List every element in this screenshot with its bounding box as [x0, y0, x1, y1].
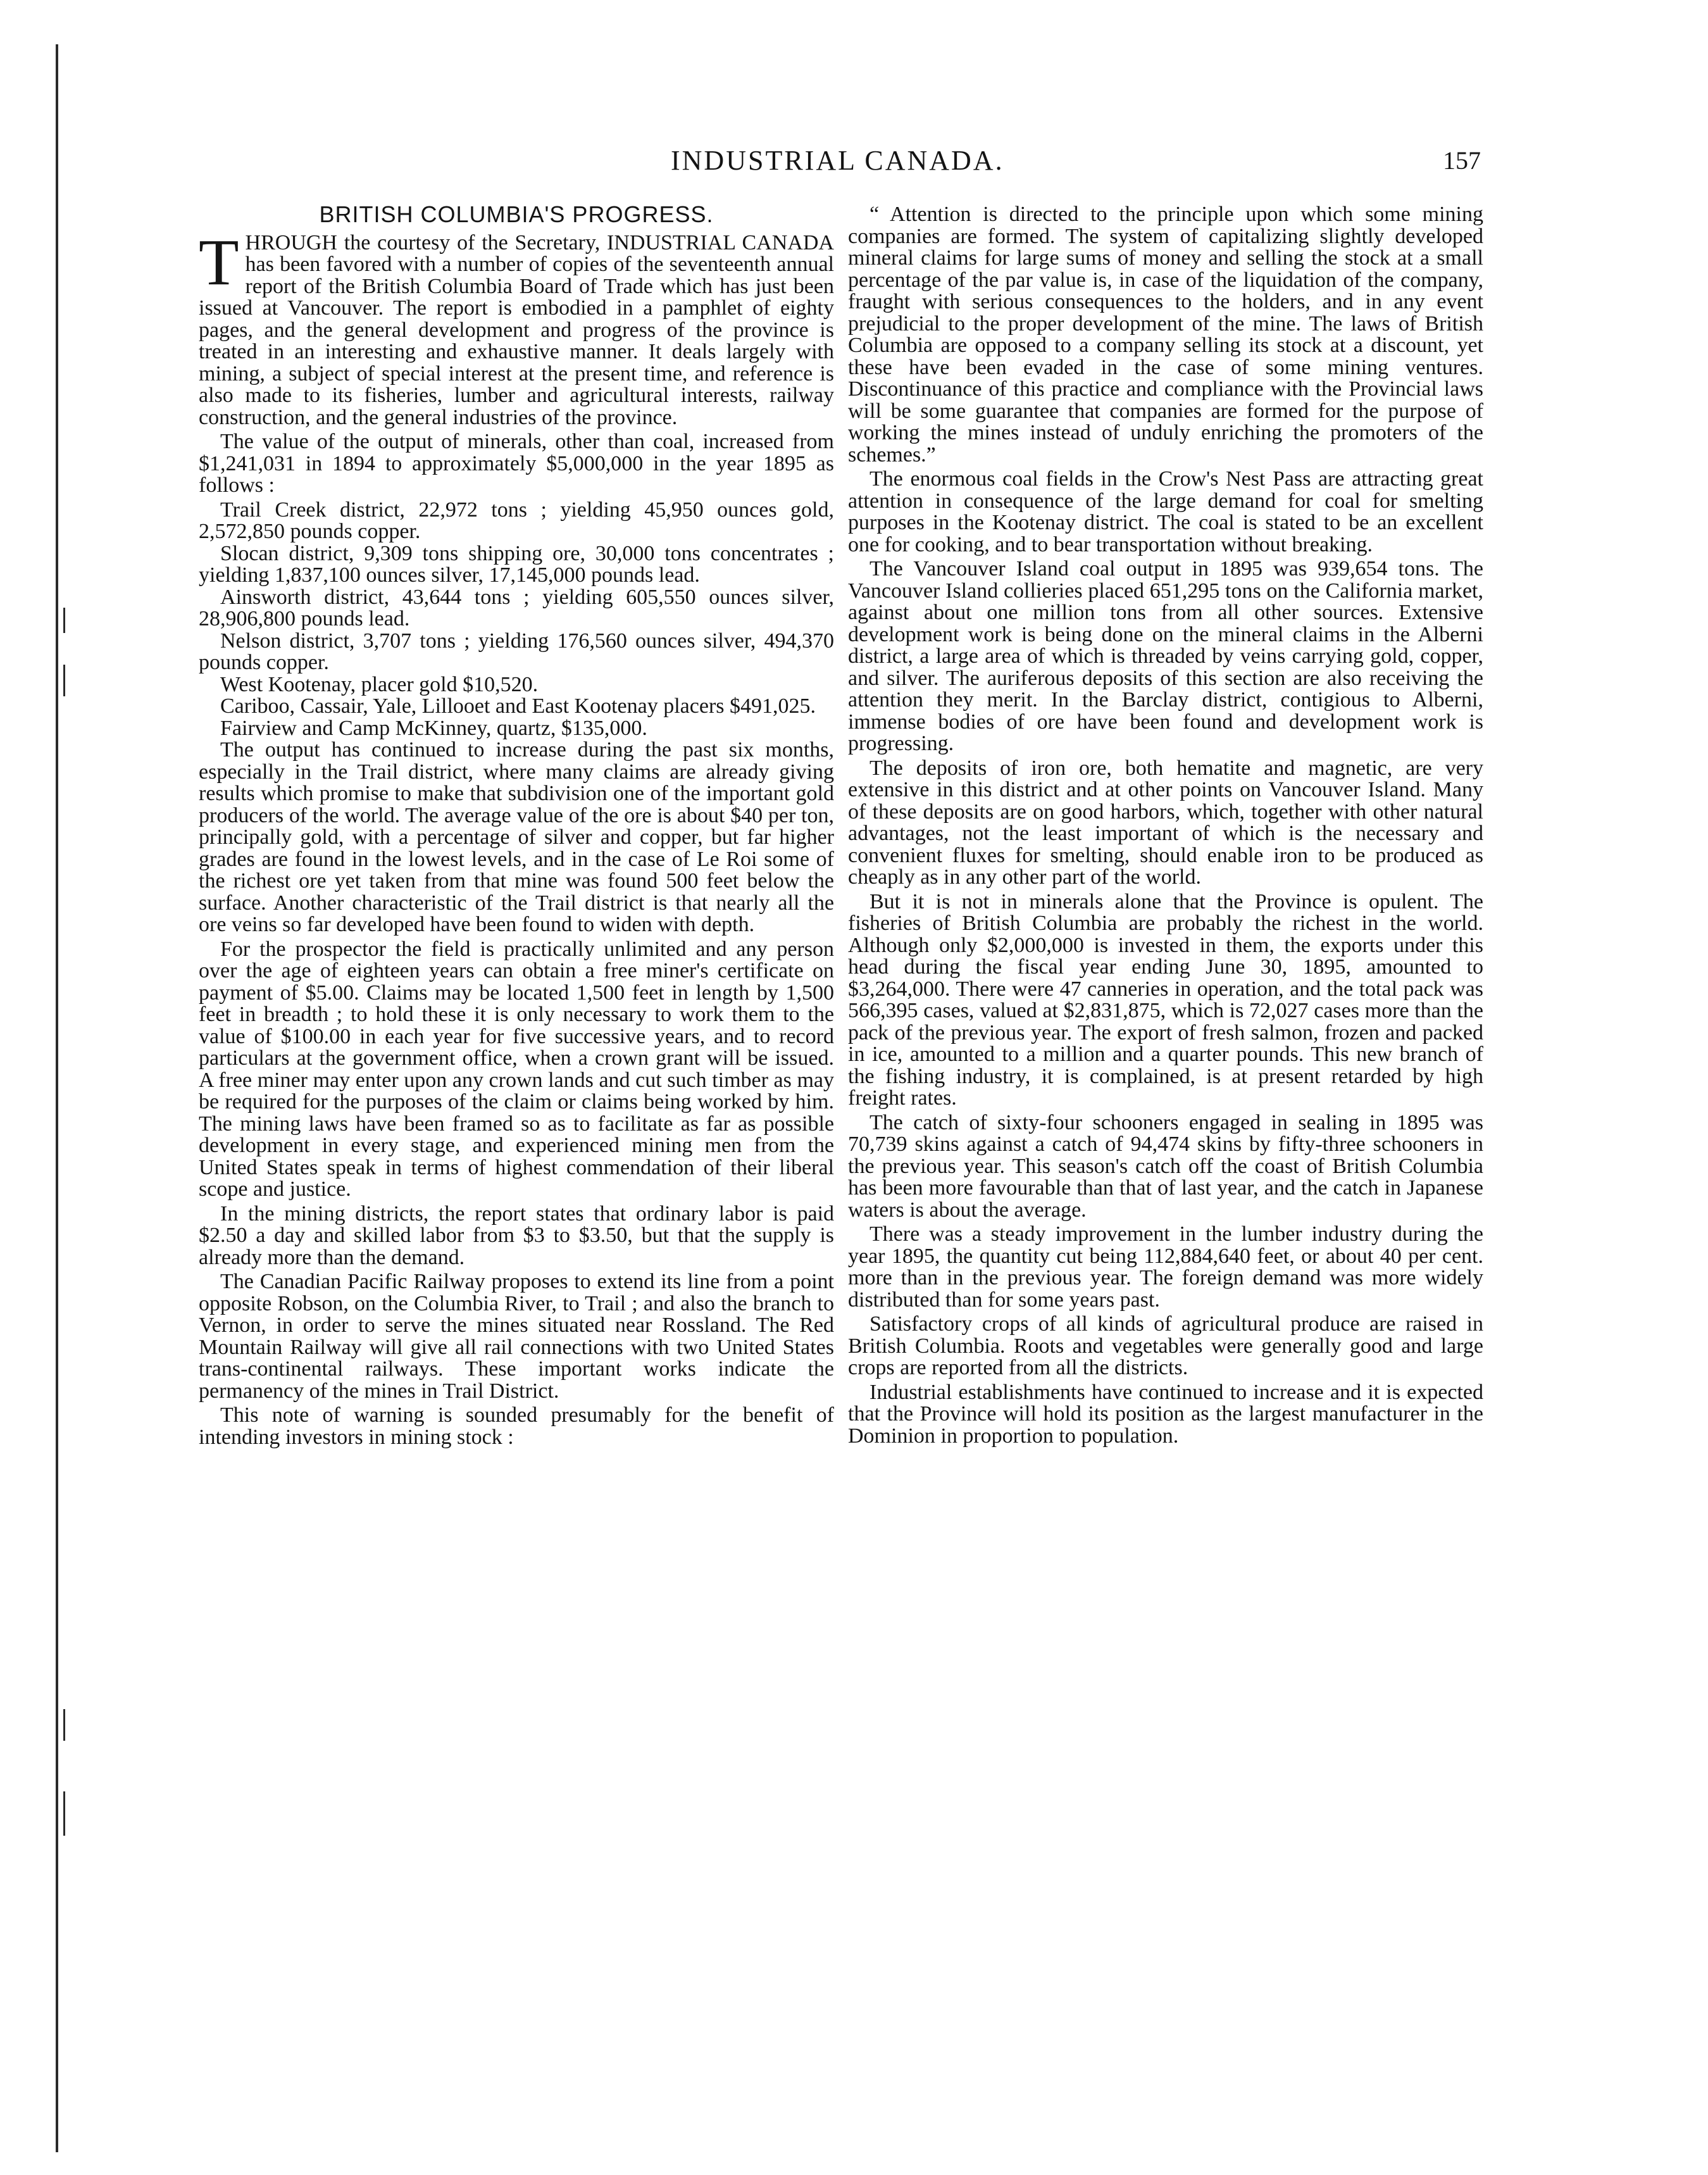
quote-paragraph: “ Attention is directed to the principle upon which some mining companies are formed. The system of capitalizing slightly developed mineral claims for large sums of money and selling the stock at a small percentage of the par value is, in case of the liquidation of the company, fraught with serious consequences to the holders, and in any event prejudicial to the proper development of the mine. The laws of British Columbia are opposed to a company selling its stock at a discount, yet these have been evaded in the case of some mining ventures. Discontinuance of this practice and compliance with the Provincial laws will be some guarantee that companies are formed for the purpose of working the mines instead of unduly enriching the promoters of the schemes.” [848, 203, 1483, 467]
article-title: BRITISH COLUMBIA'S PROGRESS. [319, 201, 714, 227]
list-item: Trail Creek district, 22,972 tons ; yielding 45,950 ounces gold, 2,572,850 pounds copper. [199, 498, 834, 543]
list-item: West Kootenay, placer gold $10,520. [220, 672, 539, 696]
running-head [203, 144, 1481, 182]
paragraph: Industrial establishments have continued to increase and it is expected that the Province will hold its position as the largest manufacturer in the Dominion in proportion to population. [848, 1380, 1483, 1448]
binding-mark [63, 665, 65, 696]
paragraph: The catch of sixty-four schooners engaged in sealing in 1895 was 70,739 skins against a catch of 94,474 skins by fifty-three schooners in the previous year. This season's catch off the coast of British Columbia has been more favourable than that of last year, and the catch in Japanese waters is about the average. [848, 1110, 1483, 1222]
paragraph: For the prospector the field is practically unlimited and any person over the age of eighteen years can obtain a free miner's certificate on payment of $5.00. Claims may be located 1,500 feet in length by 1,500 feet in breadth ; to hold these it is only necessary to work them to the value of $100.00 in each year for five successive years, and to record particulars at the government office, when a crown grant will be issued. A free miner may enter upon any crown lands and cut such timber as may be required for the purposes of the claim or claims being worked by him. The mining laws have been framed so as to facilitate as far as possible development in every stage, and experienced mining men from the United States speak in terms of highest commendation of their liberal scope and justice. [199, 937, 834, 1201]
paragraph: The Canadian Pacific Railway proposes to extend its line from a point opposite Robson, on the Columbia River, to Trail ; and also the branch to Vernon, in order to serve the mines situated near Rossland. The Red Mountain Railway will give all rail connections with two United States trans-continental railways. These important works indicate the permanency of the mines in Trail District. [199, 1270, 834, 1403]
page-number: 157 [1443, 146, 1481, 175]
paragraph: This note of warning is sounded presumably for the benefit of intending investors in mining stock : [199, 1403, 834, 1449]
paragraph: In the mining districts, the report states that ordinary labor is paid $2.50 a day and skilled labor from $3 to $3.50, but that the supply is already more than the demand. [199, 1201, 834, 1269]
paragraph-text: HROUGH the courtesy of the Secretary, INDUSTRIAL CANADA has been favored with a number of copies of the seventeenth annual report of the British Columbia Board of Trade which has just been issued at Vancouver. The report is embodied in a pamphlet of eighty pages, and the general development and progress of the province is treated in an interesting and exhaustive manner. It deals largely with mining, a subject of special interest at the present time, and reference is also made to its fisheries, lumber and agricultural interests, railway construction, and the general industries of the province. [199, 230, 834, 429]
paragraph: Satisfactory crops of all kinds of agricultural produce are raised in British Columbia. Roots and vegetables were generally good and large crops are reported from all the districts. [848, 1312, 1483, 1379]
list-item: Slocan district, 9,309 tons shipping ore, 30,000 tons concentrates ; yielding 1,837,100 ounces silver, 17,145,000 pounds lead. [199, 541, 834, 587]
binding-edge-line [56, 44, 58, 2152]
list-item: Fairview and Camp McKinney, quartz, $135,000. [220, 716, 647, 740]
journal-title: INDUSTRIAL CANADA. [671, 145, 1004, 176]
drop-cap: T [199, 225, 239, 299]
paragraph: The value of the output of minerals, other than coal, increased from $1,241,031 in 1894 to approximately $5,000,000 in the year 1895 as follows : [199, 430, 834, 497]
binding-mark [63, 1709, 65, 1741]
paragraph: There was a steady improvement in the lumber industry during the year 1895, the quantity cut being 112,884,640 feet, or about 40 per cent. more than in the previous year. The foreign demand was more widely distributed than for some years past. [848, 1222, 1483, 1312]
binding-mark [63, 1791, 65, 1836]
paragraph: The deposits of iron ore, both hematite and magnetic, are very extensive in this district and at other points on Vancouver Island. Many of these deposits are on good harbors, which, together with other natural advantages, not the least important of which is the necessary and convenient fluxes for smelting, should enable iron to be produced as cheaply as in any other part of the world. [848, 756, 1483, 889]
paragraph: The Vancouver Island coal output in 1895 was 939,654 tons. The Vancouver Island collieries placed 651,295 tons on the California market, against about one million tons from all other sources. Extensive development work is being done on the mineral claims in the Alberni district, a large area of which is threaded by veins carrying gold, copper, and silver. The auriferous deposits of this section are also receiving the attention they merit. In the Barclay district, contigious to Alberni, immense bodies of ore have been found and development work is progressing. [848, 557, 1483, 755]
paragraph [199, 225, 834, 429]
paragraph: The enormous coal fields in the Crow's Nest Pass are attracting great attention in consequence of the large demand for coal for smelting purposes in the Kootenay district. The coal is stated to be an excellent one for cooking, and to bear transportation without breaking. [848, 467, 1483, 556]
list-item: Ainsworth district, 43,644 tons ; yielding 605,550 ounces silver, 28,906,800 pounds lead. [199, 585, 834, 630]
list-item: Nelson district, 3,707 tons ; yielding 176,560 ounces silver, 494,370 pounds copper. [199, 629, 834, 674]
list-item: Cariboo, Cassair, Yale, Lillooet and East Kootenay placers $491,025. [220, 694, 816, 718]
paragraph: The output has continued to increase during the past six months, especially in the Trail district, where many claims are already giving results which promise to make that subdivision one of the important gold producers of the world. The average value of the ore is about $40 per ton, principally gold, with a percentage of silver and copper, but far higher grades are found in the lowest levels, and in the case of Le Roi some of the richest ore yet taken from that mine was found 500 feet below the surface. Another characteristic of the Trail district is that nearly all the ore veins so far developed have been found to widen with depth. [199, 738, 834, 936]
binding-mark [63, 608, 65, 633]
right-column [848, 204, 1483, 1450]
left-column [199, 201, 834, 1451]
paragraph: But it is not in minerals alone that the Province is opulent. The fisheries of British Columbia are probably the richest in the world. Although only $2,000,000 is invested in them, the exports under this head during the fiscal year ending June 30, 1895, amounted to $3,264,000. There were 47 canneries in operation, and the total pack was 566,395 cases, valued at $2,831,875, which is 72,027 cases more than the pack of the previous year. The export of fresh salmon, frozen and packed in ice, amounted to a million and a quarter pounds. This new branch of the fishing industry, it is complained, is at present retarded by high freight rates. [848, 889, 1483, 1110]
